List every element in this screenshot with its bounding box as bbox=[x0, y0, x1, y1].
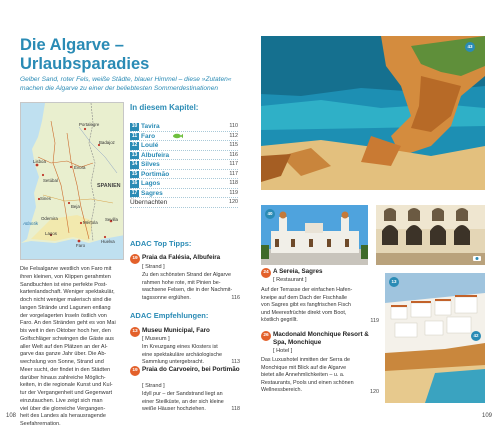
tip-text-line: eine spektakuläre archäologische bbox=[142, 351, 223, 358]
chapter-page: 115 bbox=[229, 142, 238, 148]
tip-text bbox=[261, 357, 379, 395]
chapter-name: Lagos bbox=[141, 180, 161, 187]
page-title bbox=[20, 36, 240, 74]
map-graphic bbox=[21, 103, 124, 260]
chapter-name: Portimão bbox=[141, 170, 170, 178]
chapter-item-uebernachten[interactable] bbox=[130, 198, 238, 208]
tip-praia-do-carvoeiro[interactable] bbox=[130, 366, 240, 414]
photo-white-village bbox=[385, 273, 485, 403]
body-line: einzutauchen. Live zeigt sich man bbox=[20, 397, 103, 404]
chapter-list bbox=[130, 122, 238, 208]
body-line: heit des Landes als herausragende bbox=[20, 413, 106, 420]
chapter-page: 116 bbox=[229, 151, 238, 158]
tip-name: A Sereia, Sagres bbox=[273, 268, 323, 275]
chapter-item-lagos[interactable] bbox=[130, 179, 238, 189]
map-label-mertola: Mértola bbox=[83, 220, 98, 225]
chapter-number: 14 bbox=[131, 161, 138, 167]
chapter-number: 15 bbox=[131, 170, 138, 177]
tip-page: 119 bbox=[370, 318, 379, 324]
photo-cloister bbox=[376, 205, 485, 265]
chapter-item-faro[interactable] bbox=[130, 132, 238, 142]
chapter-page: 112 bbox=[229, 132, 238, 139]
body-line: kartenlandschaft. Weniger spektakulär, bbox=[20, 289, 115, 296]
page-subtitle bbox=[20, 75, 252, 93]
chapter-heading: In diesem Kapitel: bbox=[130, 103, 199, 112]
tip-text bbox=[261, 287, 379, 325]
map-label-atlantik: Atlantik bbox=[23, 221, 39, 226]
tip-text-line: wachsene Felsen, die in der Nachmit- bbox=[142, 287, 233, 294]
tip-text bbox=[142, 272, 240, 302]
page-number-left: 108 bbox=[6, 413, 17, 419]
body-line: bis weit in den Oktober hoch her, den bbox=[20, 328, 111, 334]
chapter-number: 16 bbox=[131, 180, 138, 186]
recommendations-heading: ADAC Empfehlungen: bbox=[130, 311, 209, 320]
body-line: tur der Vergangenheit und Gegenwart bbox=[20, 390, 113, 396]
tip-text-line: Restaurants, Pools und einen schönen bbox=[261, 379, 354, 386]
body-line: viel über die glorreiche Vergangen- bbox=[20, 405, 106, 412]
tip-badge: 13 bbox=[130, 327, 140, 337]
tip-text-line: Im Kreuzgang eines Klosters ist bbox=[142, 344, 218, 350]
cloister-image bbox=[376, 205, 485, 265]
tip-text-line: Monchique mit Blick auf die Algarve bbox=[261, 364, 347, 371]
tip-name: Praia do Carvoeiro, bei Portimão bbox=[142, 366, 240, 373]
tip-category: [ Museum ] bbox=[142, 336, 170, 342]
map-label-beja: Beja bbox=[71, 204, 80, 209]
chapter-name: Loulé bbox=[141, 142, 159, 149]
map-label-faro: Faro bbox=[76, 243, 86, 248]
title-line-2: Urlaubsparadies bbox=[20, 55, 150, 73]
body-line: garve das ganze Jahr über. Die Ab- bbox=[20, 351, 107, 358]
tip-text-line: Auf der Terrasse der einfachen Hafen- bbox=[261, 287, 353, 293]
map-label-badajoz: Badajoz bbox=[99, 140, 115, 145]
chapter-item-silves[interactable] bbox=[130, 160, 238, 170]
tip-page: 113 bbox=[231, 359, 240, 365]
map-label-portalegre: Portalegre bbox=[79, 122, 100, 127]
chapter-number: 10 bbox=[131, 123, 138, 129]
map-label-setubal: Setúbal bbox=[43, 178, 58, 183]
chapter-number: 12 bbox=[131, 142, 138, 148]
tip-text-line: von Sagres gibt es fangfrischen Fisch bbox=[261, 302, 351, 309]
tip-praia-da-falesia[interactable] bbox=[130, 254, 240, 310]
tip-macdonald-monchique[interactable] bbox=[261, 331, 379, 401]
photo-badge: 40 bbox=[265, 209, 275, 219]
chapter-page: 117 bbox=[229, 161, 238, 167]
tip-text-line: Wellnessbereich. bbox=[261, 387, 302, 394]
map-label-spanien: SPANIEN bbox=[97, 183, 121, 189]
tip-page: 118 bbox=[231, 406, 240, 412]
chapter-name: Sagres bbox=[141, 189, 163, 197]
body-line: der vorgelagerten Inseln östlich von bbox=[20, 312, 107, 319]
town-hall-image bbox=[261, 205, 368, 265]
tip-text-line: einer Steilküste, an der sich kleine bbox=[142, 398, 224, 405]
body-line: wechslung von Sonne, Strand und bbox=[20, 359, 104, 365]
tip-page: 116 bbox=[231, 295, 240, 301]
body-line: Seefahrernation. bbox=[20, 421, 61, 427]
subtitle-line-1: Gelber Sand, roter Fels, weiße Städte, blauer Himmel – diese »Zutaten« bbox=[20, 76, 232, 83]
top-tips-heading: ADAC Top Tipps: bbox=[130, 239, 192, 248]
chapter-name: Übernachten bbox=[130, 199, 168, 206]
tip-text bbox=[142, 391, 240, 414]
tip-text-line: weiße Häuser hochziehen. bbox=[142, 406, 206, 413]
body-line: Die Felsalgarve westlich von Faro mit bbox=[20, 266, 112, 272]
fish-icon bbox=[172, 133, 183, 139]
tip-page: 120 bbox=[370, 389, 379, 395]
photo-badge: 43 bbox=[465, 42, 475, 52]
chapter-item-albufeira[interactable] bbox=[130, 151, 238, 161]
chapter-page: 110 bbox=[229, 123, 238, 129]
chapter-name: Albufeira bbox=[141, 151, 170, 159]
body-line: langen Strände und Lagunen entlang bbox=[20, 304, 111, 311]
body-line: Golfschläger schwingen die Gäste aus bbox=[20, 335, 114, 342]
chapter-number: 13 bbox=[131, 151, 138, 158]
village-image bbox=[385, 273, 485, 403]
body-line: aller Welt auf den Plätzen an der Al- bbox=[20, 343, 108, 350]
tip-category: [ Restaurant ] bbox=[273, 277, 307, 283]
tip-text-line: Idyll pur – der Sandstrand liegt an bbox=[142, 391, 223, 397]
tip-text-line: köstlich gegrillt. bbox=[261, 317, 298, 324]
photo-algarve-coast bbox=[261, 36, 485, 190]
photo-town-hall bbox=[261, 205, 368, 265]
body-text bbox=[20, 266, 124, 427]
tip-museu-municipal[interactable] bbox=[130, 327, 240, 367]
tip-text-line: und Meeresfrüchte direkt vom Boot, bbox=[261, 309, 347, 316]
tip-text bbox=[142, 344, 240, 367]
subtitle-line-2: machen die Algarve zu einer der beliebtesten Sommerdestinationen bbox=[20, 85, 219, 92]
body-line: keiten, in die regionale Kunst und Kul- bbox=[20, 382, 113, 389]
photo-badge: 13 bbox=[389, 277, 399, 287]
page-number-right: 109 bbox=[481, 413, 492, 419]
chapter-name: Faro bbox=[141, 132, 156, 140]
body-line: doch nicht weniger malerisch sind die bbox=[20, 297, 112, 303]
tip-name: Praia da Falésia, Albufeira bbox=[142, 254, 221, 261]
tip-text-line: Zu den schönsten Strand der Algarve bbox=[142, 272, 232, 278]
tip-text-line: rahmen hohe rote, mit Pinien be- bbox=[142, 279, 221, 286]
chapter-item-portimao[interactable] bbox=[130, 170, 238, 180]
tip-text-line: bietet alle Annehmlichkeiten – u. a. bbox=[261, 372, 345, 379]
tip-text-line: Sammlung untergebracht. bbox=[142, 359, 205, 366]
coast-image bbox=[261, 36, 485, 190]
map-label-odemira: Odemira bbox=[41, 216, 58, 221]
tip-text-line: Das Luxushotel inmitten der Serra de bbox=[261, 357, 350, 363]
tip-category: [ Strand ] bbox=[142, 383, 165, 389]
tip-badge: 19 bbox=[130, 254, 140, 264]
tip-category: [ Hotel ] bbox=[273, 348, 293, 354]
camera-icon bbox=[473, 255, 481, 261]
tip-badge: 19 bbox=[130, 366, 140, 376]
map-label-sevilla: Sevilla bbox=[105, 217, 118, 222]
body-line: ihren kleinen, von Klippen gerahmten bbox=[20, 273, 111, 280]
tip-a-sereia[interactable] bbox=[261, 268, 379, 328]
region-map bbox=[20, 102, 124, 260]
body-line: Sandbuchten ist eine perfekte Post- bbox=[20, 281, 108, 288]
chapter-page: 119 bbox=[229, 189, 238, 196]
tip-name: Museu Municipal, Faro bbox=[142, 327, 210, 334]
chapter-item-tavira[interactable] bbox=[130, 122, 238, 132]
chapter-page: 118 bbox=[229, 180, 238, 186]
tip-text-line: kneipe auf dem Dach der Fischhalle bbox=[261, 294, 347, 301]
map-label-lisboa: Lisboa bbox=[33, 159, 46, 164]
map-label-lagos: Lagos bbox=[45, 231, 57, 236]
chapter-item-loule[interactable] bbox=[130, 141, 238, 151]
tip-category: [ Strand ] bbox=[142, 264, 165, 270]
tip-text-line: tagssonne erglühen. bbox=[142, 294, 191, 301]
chapter-name: Tavira bbox=[141, 123, 160, 130]
map-label-sines: Sines bbox=[40, 196, 51, 201]
chapter-item-sagres[interactable] bbox=[130, 189, 238, 199]
tip-badge: 26 bbox=[261, 331, 271, 341]
photo-badge: 42 bbox=[471, 331, 481, 341]
chapter-number: 17 bbox=[131, 189, 138, 196]
map-label-evora: Évora bbox=[74, 165, 86, 170]
chapter-page: 117 bbox=[229, 170, 238, 177]
body-line: Meer sucht, der findet in den Städten bbox=[20, 366, 111, 373]
tip-badge: 24 bbox=[261, 268, 271, 278]
body-line: darüber hinaus zahlreiche Möglich- bbox=[20, 374, 106, 381]
chapter-number: 11 bbox=[131, 132, 138, 139]
chapter-page: 120 bbox=[229, 199, 238, 205]
body-line: Faro. An den Stränden geht es von Mai bbox=[20, 320, 116, 327]
chapter-name: Silves bbox=[141, 161, 160, 168]
tip-name: Macdonald Monchique Resort & Spa, Monchique bbox=[273, 331, 369, 346]
title-line-1: Die Algarve – bbox=[20, 36, 124, 54]
map-label-huelva: Huelva bbox=[101, 239, 115, 244]
